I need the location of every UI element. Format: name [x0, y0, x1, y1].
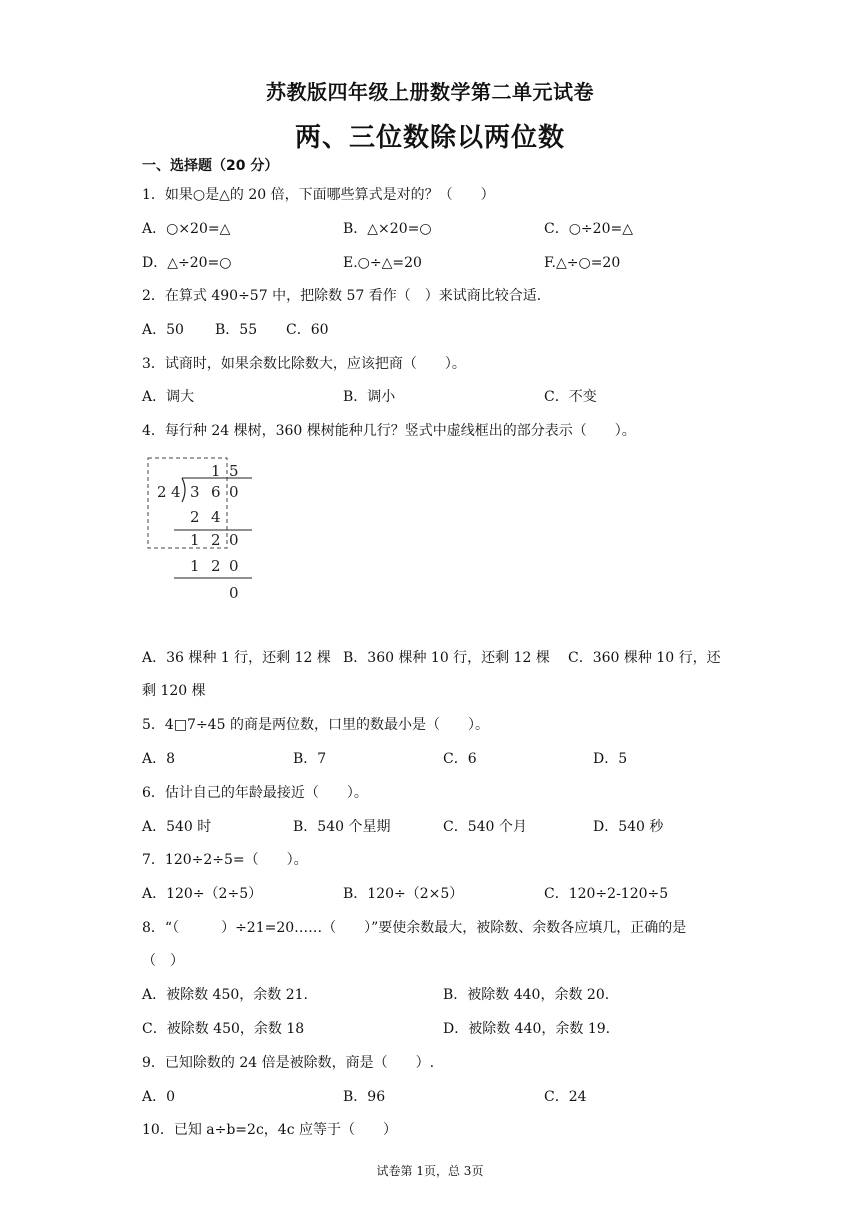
- question-1-stem: 1．如果○是△的 20 倍，下面哪些算式是对的？（ ）: [142, 187, 495, 203]
- quotient-digit-2: 5: [229, 462, 239, 480]
- dividend-digit-3: 0: [229, 483, 239, 501]
- question-2-stem: 2．在算式 490÷57 中，把除数 57 看作（ ）来试商比较合适．: [142, 288, 551, 304]
- remainder-1-digit-3: 0: [229, 531, 239, 549]
- dividend-digit-1: 3: [190, 483, 200, 501]
- dividend-digit-2: 6: [211, 483, 221, 501]
- exam-subtitle: 两、三位数除以两位数: [294, 123, 565, 153]
- question-1-option-c: C．○÷20=△: [544, 221, 633, 237]
- long-division-figure: [140, 452, 260, 604]
- question-8-option-a: A．被除数 450，余数 21.: [142, 987, 308, 1003]
- question-1-option-d: D．△÷20=○: [142, 255, 232, 271]
- question-9-option-c: C．24: [544, 1089, 587, 1105]
- question-8-option-b: B．被除数 440，余数 20.: [443, 987, 610, 1003]
- question-1-option-b: B．△×20=○: [343, 221, 432, 237]
- divisor-digit-2: 4: [171, 483, 181, 501]
- question-1-option-f: F.△÷○=20: [544, 255, 621, 271]
- question-2-option-a: A．50: [142, 322, 184, 338]
- question-4-option-a: A．36 棵种 1 行，还剩 12 棵: [142, 650, 331, 666]
- question-4-option-b: B．360 棵种 10 行，还剩 12 棵: [343, 650, 550, 666]
- question-7-option-b: B．120÷（2×5）: [343, 886, 464, 902]
- question-8-option-c: C．被除数 450，余数 18: [142, 1021, 305, 1037]
- question-4-option-c: C．360 棵种 10 行，还: [568, 650, 721, 666]
- question-6-option-d: D．540 秒: [593, 819, 664, 835]
- question-5-option-d: D．5: [593, 751, 628, 767]
- question-9-option-b: B．96: [343, 1089, 386, 1105]
- product-2-digit-1: 1: [190, 557, 200, 575]
- question-3-option-b: B．调小: [343, 389, 396, 405]
- question-5-stem: 5．4□7÷45 的商是两位数，口里的数最小是（ ）。: [142, 717, 489, 733]
- question-6-option-b: B．540 个星期: [293, 819, 391, 835]
- question-7-option-c: C．120÷2-120÷5: [544, 886, 669, 902]
- question-7-stem: 7．120÷2÷5=（ ）。: [142, 852, 308, 868]
- remainder-1-digit-1: 1: [190, 531, 200, 549]
- product-1-digit-1: 2: [190, 508, 200, 526]
- section-heading: 一、选择题（20 分）: [142, 158, 279, 174]
- question-1-option-a: A．○×20=△: [142, 221, 231, 237]
- question-9-option-a: A．0: [142, 1089, 176, 1105]
- question-6-option-a: A．540 时: [142, 819, 212, 835]
- question-3-option-c: C．不变: [544, 389, 597, 405]
- remainder-1-digit-2: 2: [211, 531, 221, 549]
- question-5-option-c: C．6: [443, 751, 477, 767]
- question-6-option-c: C．540 个月: [443, 819, 527, 835]
- quotient-digit-1: 1: [211, 462, 221, 480]
- question-1-option-e: E.○÷△=20: [343, 255, 422, 271]
- question-5-option-b: B．7: [293, 751, 327, 767]
- question-4-stem: 4．每行种 24 棵树，360 棵树能种几行？竖式中虚线框出的部分表示（ ）。: [142, 423, 636, 439]
- question-3-option-a: A．调大: [142, 389, 195, 405]
- question-8-stem-continued: （ ）: [142, 953, 184, 969]
- question-4-option-c-continued: 剩 120 棵: [142, 683, 206, 699]
- question-7-option-a: A．120÷（2÷5）: [142, 886, 263, 902]
- divisor-digit-1: 2: [157, 483, 167, 501]
- final-remainder: 0: [229, 584, 239, 602]
- question-6-stem: 6．估计自己的年龄最接近（ ）。: [142, 785, 368, 801]
- question-10-stem: 10．已知 a÷b=2c，4c 应等于（ ）: [142, 1122, 397, 1138]
- question-3-stem: 3．试商时，如果余数比除数大，应该把商（ ）。: [142, 356, 466, 372]
- question-2-option-c: C．60: [286, 322, 329, 338]
- product-2-digit-2: 2: [211, 557, 221, 575]
- product-1-digit-2: 4: [211, 508, 221, 526]
- question-5-option-a: A．8: [142, 751, 176, 767]
- question-2-option-b: B．55: [215, 322, 258, 338]
- question-8-stem: 8．“（ ）÷21=20……（ ）”要使余数最大，被除数、余数各应填几，正确的是: [142, 920, 687, 936]
- page-footer: 试卷第 1页，总 3页: [376, 1164, 484, 1178]
- question-9-stem: 9．已知除数的 24 倍是被除数，商是（ ）.: [142, 1055, 435, 1071]
- product-2-digit-3: 0: [229, 557, 239, 575]
- question-8-option-d: D．被除数 440，余数 19.: [443, 1021, 611, 1037]
- exam-title: 苏教版四年级上册数学第二单元试卷: [266, 80, 594, 104]
